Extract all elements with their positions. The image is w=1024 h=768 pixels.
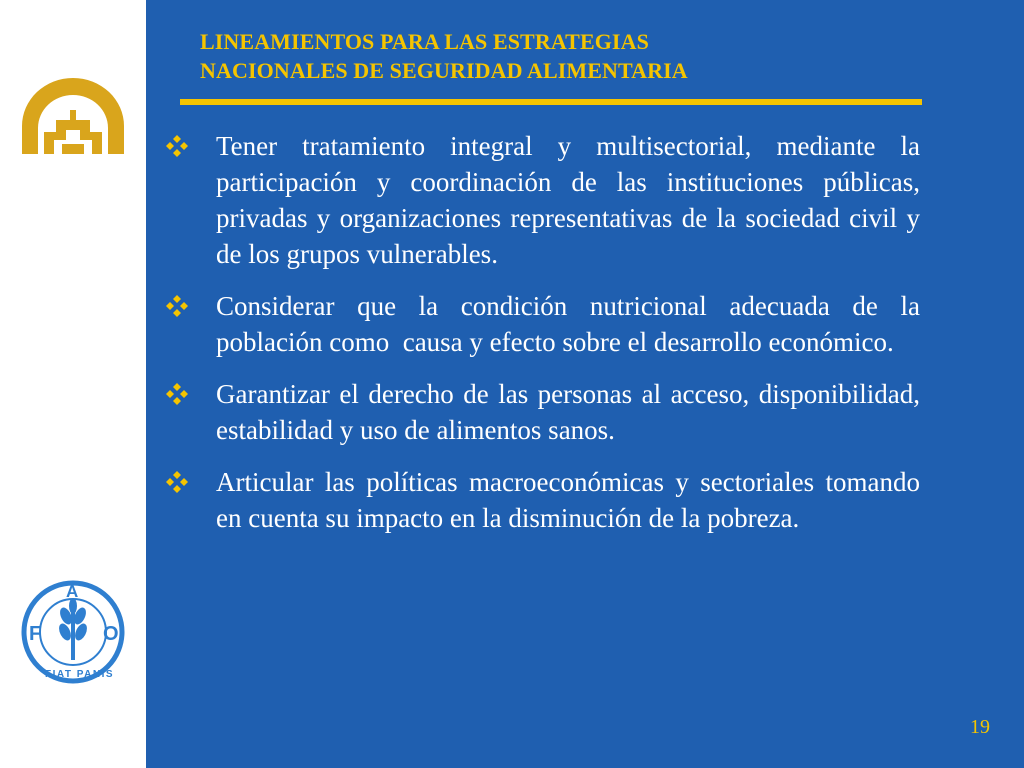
fao-logo-icon xyxy=(21,580,125,689)
bullet-text: Tener tratamiento integral y multisectorial, mediante la participación y coordinación de las instituciones públicas, privadas y organizaciones representativas de la sociedad civil y de los grupos vulnerables. xyxy=(216,131,920,269)
list-item xyxy=(162,376,920,448)
slide-title-line-2: NACIONALES DE SEGURIDAD ALIMENTARIA xyxy=(200,58,688,83)
slide-title xyxy=(200,27,920,85)
page-number: 19 xyxy=(970,716,990,738)
andean-community-logo-icon xyxy=(18,74,128,163)
four-diamond-icon xyxy=(166,295,188,317)
bullet-text: Garantizar el derecho de las personas al acceso, disponibilidad, estabilidad y uso de alimentos sanos. xyxy=(216,379,920,445)
fao-letter-f: F xyxy=(29,623,42,645)
bullet-list xyxy=(162,128,927,552)
bullet-text: Considerar que la condición nutricional adecuada de la población como causa y efecto sobre el desarrollo económico. xyxy=(216,291,927,357)
fao-motto: FIAT PANIS xyxy=(45,669,115,680)
four-diamond-icon xyxy=(166,383,188,405)
fao-letter-a: A xyxy=(66,582,79,601)
list-item xyxy=(162,128,920,272)
fao-letter-o: O xyxy=(103,623,119,645)
list-item xyxy=(162,288,927,360)
list-item xyxy=(162,464,920,536)
slide-title-line-1: LINEAMIENTOS PARA LAS ESTRATEGIAS xyxy=(200,29,649,54)
bullet-text: Articular las políticas macroeconómicas y sectoriales tomando en cuenta su impacto en la disminución de la pobreza. xyxy=(216,467,920,533)
title-underline xyxy=(180,99,922,105)
four-diamond-icon xyxy=(166,135,188,157)
four-diamond-icon xyxy=(166,471,188,493)
